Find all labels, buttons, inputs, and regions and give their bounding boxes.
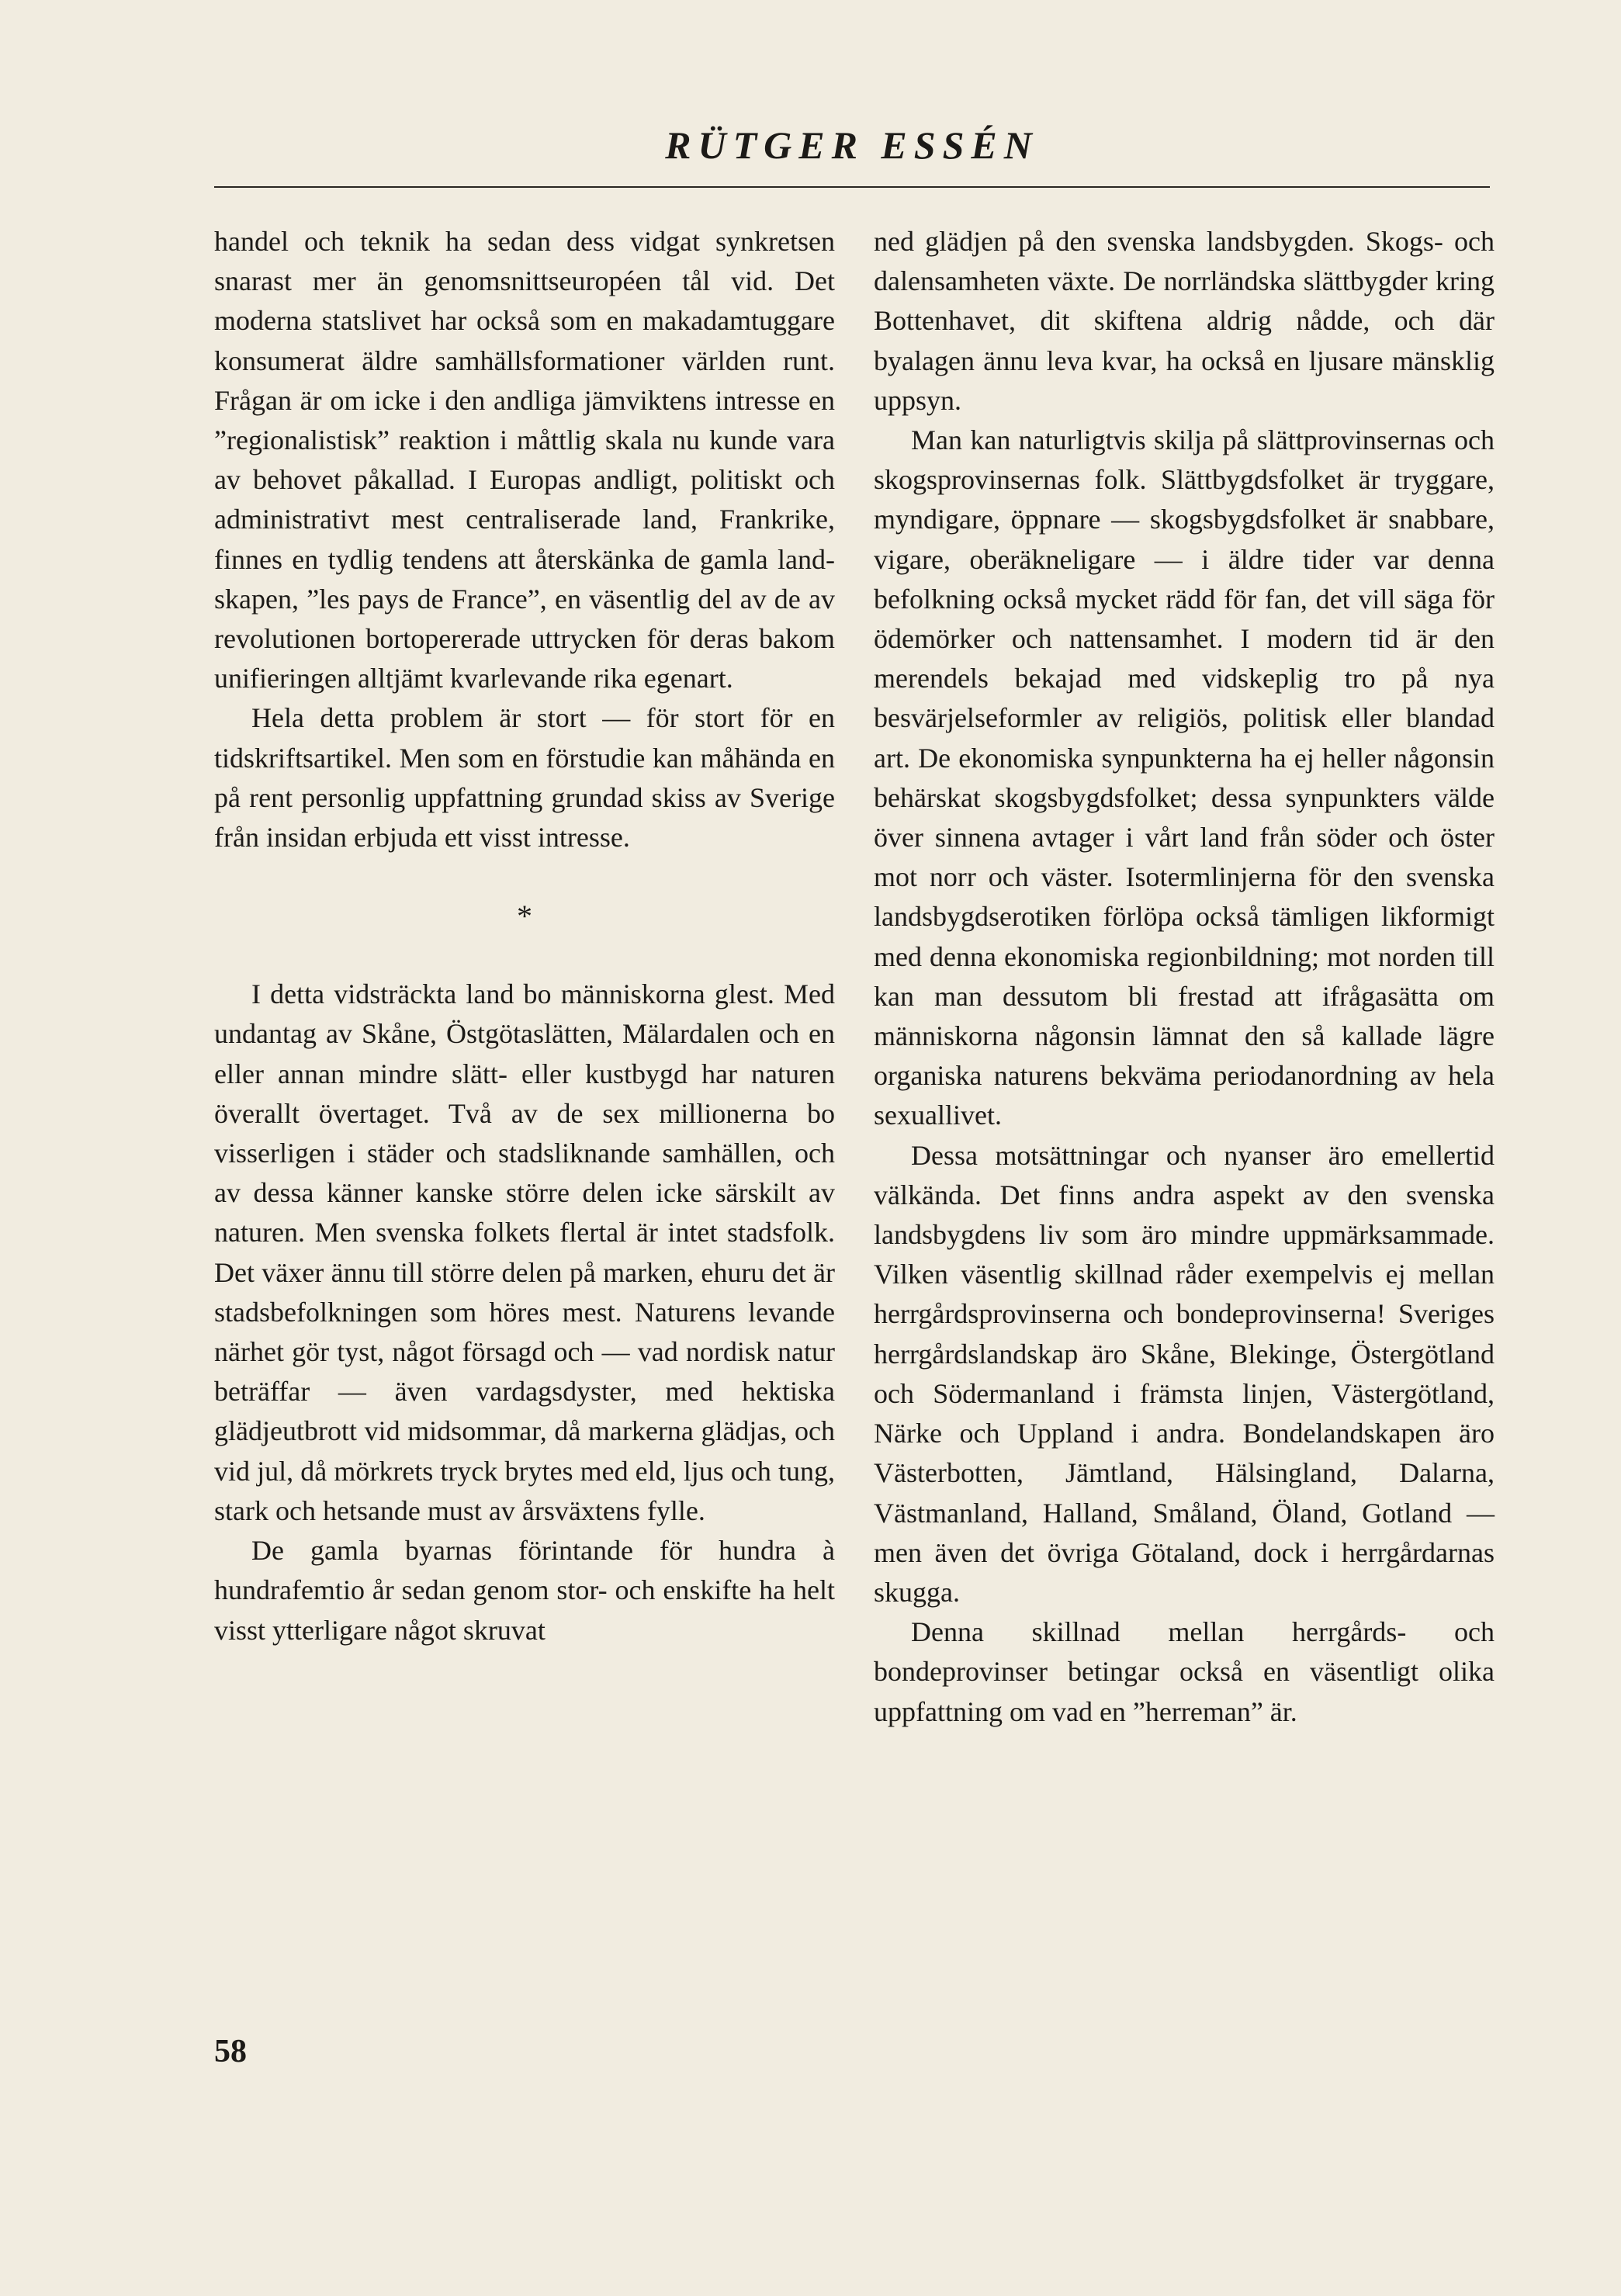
page-number: 58	[214, 2034, 247, 2069]
left-column	[214, 222, 835, 1650]
paragraph: ned glädjen på den svenska landsbygden. Skogs- och dalensamheten växte. De norrländska slättbygder kring Bottenhavet, dit skiftena aldrig nådde, och där byalagen ännu leva kvar, ha också en ljusare mänsklig uppsyn.	[874, 226, 1495, 416]
paragraph: Hela detta problem är stort — för stort för en tidskriftsartikel. Men som en förstudie kan måhända en på rent personlig uppfattning grundad skiss av Sverige från insidan erbjuda ett visst intresse.	[214, 702, 835, 854]
paragraph: Man kan naturligtvis skilja på slättprovinsernas och skogsprovinsernas folk. Slättbygdsfolket är tryggare, myndigare, öppnare — skogsbygdsfolket är snabbare, vigare, oberäkneligare — i äldre tider var denna befolkning också mycket rädd för fan, det vill säga för ödemörker och nattensamhet. I modern tid är den merendels bekajad med vidskeplig tro på nya besvärjelseformler av religiös, politisk eller blandad art. De ekonomiska synpunkterna ha ej heller någonsin behärskat skogsbygdsfolket; dessa synpunkters välde över sinnena avtager i vårt land från söder och öster mot norr och väster. Isotermlinjerna för den svenska landsbygdserotiken förlöpa också tämligen likformigt med denna ekonomiska regionbildning; mot norden till kan man dessutom bli frestad att ifrågasätta om människorna någonsin lämnat den så kallade lägre organiska naturens bekväma periodanordning av hela sexuallivet.	[874, 424, 1495, 1131]
paragraph: I detta vidsträckta land bo människorna glest. Med undantag av Skåne, Östgötaslätten, Mälardalen och en eller annan mindre slätt- eller kustbygd har naturen överallt övertaget. Två av de sex millionerna bo visserligen i städer och stadsliknande samhällen, och av dessa känner kanske större delen icke särskilt av naturen. Men svenska folkets flertal är intet stadsfolk. Det växer ännu till större delen på marken, ehuru det är stadsbefolkningen som höres mest. Naturens levande närhet gör tyst, något försagd och — vad nordisk natur beträffar — även vardagsdyster, med hektiska glädjeutbrott vid midsommar, då markerna glädjas, och vid jul, då mörkrets tryck brytes med eld, ljus och tung, stark och hetsande must av årsväxtens fylle.	[214, 978, 835, 1526]
paragraph: Dessa motsättningar och nyanser äro emellertid välkända. Det finns andra aspekt av den svenska landsbygdens liv som äro mindre uppmärksammade. Vilken väsentlig skillnad råder exempelvis ej mellan herrgårdsprovinserna och bondeprovinserna! Sveriges herrgårdslandskap äro Skåne, Blekinge, Östergötland och Södermanland i främsta linjen, Västergötland, Närke och Uppland i andra. Bondelandskapen äro Västerbotten, Jämtland, Hälsingland, Dalarna, Västmanland, Halland, Småland, Öland, Gotland — men även det övriga Götaland, dock i herrgårdarnas skugga.	[874, 1139, 1495, 1608]
paragraph: Denna skillnad mellan herrgårds- och bondeprovinser betingar också en väsentligt olika uppfattning om vad en ”herreman” är.	[874, 1616, 1495, 1727]
right-column	[874, 222, 1495, 1732]
paragraph: De gamla byarnas förintande för hundra à hundrafemtio år sedan genom stor- och enskifte ha helt visst ytterligare något skruvat	[214, 1535, 835, 1646]
paragraph: handel och teknik ha sedan dess vidgat synkretsen snarast mer än genomsnittseuropéen tål vid. Det moderna statslivet har också som en makadamtuggare konsumerat äldre samhällsformationer världen runt. Frågan är om icke i den andliga jämviktens intresse en ”regionalistisk” reaktion i måttlig skala nu kunde vara av behovet påkallad. I Europas andligt, politiskt och administrativt mest centraliserade land, Frankrike, finnes en tydlig tendens att återskänka de gamla landskapen, ”les pays de France”, en väsentlig del av de av revolutionen bortopererade uttrycken för deras bakom unifieringen alltjämt kvarlevande rika egenart.	[214, 226, 835, 694]
header-rule	[214, 186, 1490, 188]
section-ornament: *	[517, 899, 532, 934]
running-head: RÜTGER ESSÉN	[665, 123, 1039, 167]
